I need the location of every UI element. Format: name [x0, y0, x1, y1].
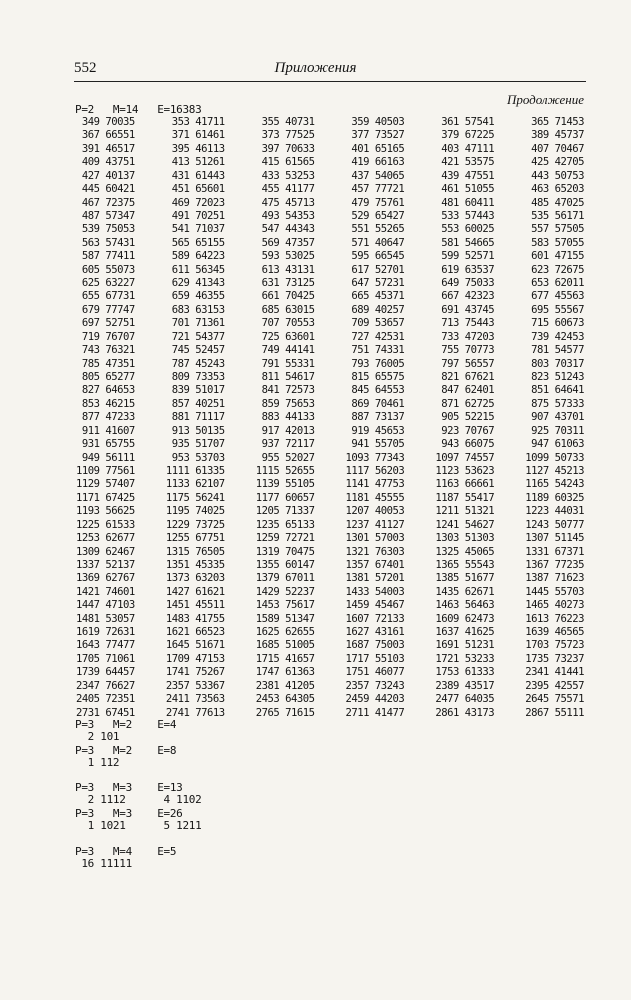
- table-entry: 1709 47153: [165, 652, 225, 665]
- table-entry: 581 54665: [441, 236, 495, 249]
- table-entry: 2453 64305: [255, 693, 315, 706]
- table-entry: 943 66075: [441, 438, 495, 451]
- table-entry: 1099 50733: [525, 451, 584, 464]
- table-entry: 373 77525: [261, 129, 315, 142]
- table-entry: 1195 74025: [165, 505, 225, 518]
- small-block: [75, 808, 201, 832]
- table-entry: 2357 53367: [165, 679, 225, 692]
- table-entry: 805 65277: [81, 371, 135, 384]
- table-entry: 565 65155: [171, 236, 225, 249]
- table-entry: 823 51243: [531, 371, 584, 384]
- table-entry: 1127 45213: [525, 464, 584, 477]
- table-entry: 1307 51145: [525, 532, 584, 545]
- table-entry: 677 45563: [531, 290, 584, 303]
- table-entry: 683 63153: [171, 303, 225, 316]
- table-entry: 455 41177: [261, 183, 315, 196]
- table-entry: 1225 61533: [76, 518, 135, 531]
- table-entry: 547 44343: [261, 223, 315, 236]
- table-entry: 1703 75723: [525, 639, 584, 652]
- table-entry: 1481 53057: [76, 612, 135, 625]
- table-entry: 419 66163: [351, 156, 405, 169]
- table-entry: 947 61063: [531, 438, 584, 451]
- main-params: P=2 M=14 E=16383: [75, 103, 202, 116]
- table-entry: 1337 52137: [76, 558, 135, 571]
- table-entry: 1321 76303: [345, 545, 405, 558]
- table-entry: 1433 54003: [345, 585, 405, 598]
- table-entry: 583 57055: [531, 236, 584, 249]
- table-entry: 619 63537: [441, 263, 495, 276]
- table-entry: 847 62401: [441, 384, 495, 397]
- table-entry: 2459 44203: [345, 693, 405, 706]
- table-entry: 413 51261: [171, 156, 225, 169]
- table-entry: 925 70311: [531, 424, 584, 437]
- table-entry: 755 70773: [441, 344, 495, 357]
- table-entry: 815 65575: [351, 371, 405, 384]
- table-entry: 539 75053: [81, 223, 135, 236]
- table-entry: 493 54353: [261, 209, 315, 222]
- table-entry: 1351 45335: [165, 558, 225, 571]
- table-entry: 725 63601: [261, 330, 315, 343]
- table-entry: 749 44141: [261, 344, 315, 357]
- table-entry: 571 40647: [351, 236, 405, 249]
- table-entry: 1357 67401: [345, 558, 405, 571]
- table-entry: 403 47111: [441, 142, 495, 155]
- table-entry: 1093 77343: [345, 451, 405, 464]
- table-entry: 469 72023: [171, 196, 225, 209]
- table-entry: 569 47357: [261, 236, 315, 249]
- table-entry: 1255 67751: [165, 532, 225, 545]
- table-entry: 481 60411: [441, 196, 495, 209]
- page-number: 552: [74, 60, 97, 76]
- table-entry: 1639 46565: [525, 626, 584, 639]
- table-entry: 1177 60657: [255, 491, 315, 504]
- table-entry: 349 70035: [81, 116, 135, 128]
- table-entry: 667 42323: [441, 290, 495, 303]
- table-entry: 2765 71615: [255, 706, 315, 719]
- table-entry: 1435 62671: [435, 585, 495, 598]
- table-entry: 1739 64457: [76, 666, 135, 679]
- table-entry: 2477 64035: [435, 693, 495, 706]
- table-entry: 1619 72631: [76, 626, 135, 639]
- table-entry: 871 62725: [441, 397, 495, 410]
- table-entry: 791 55331: [261, 357, 315, 370]
- table-entry: 359 40503: [351, 116, 405, 128]
- table-entry: 553 60025: [441, 223, 495, 236]
- table-entry: 1319 70475: [255, 545, 315, 558]
- table-entry: 1645 51671: [165, 639, 225, 652]
- small-block: [75, 719, 176, 743]
- table-entry: 611 56345: [171, 263, 225, 276]
- table-entry: 907 43701: [531, 411, 584, 424]
- table-entry: 1211 51321: [435, 505, 495, 518]
- table-entry: 689 40257: [351, 303, 405, 316]
- table-entry: 1325 45065: [435, 545, 495, 558]
- table-entry: 1427 61621: [165, 585, 225, 598]
- table-entry: 629 41343: [171, 277, 225, 290]
- table-entry: 1223 44031: [525, 505, 584, 518]
- table-entry: 1163 66661: [435, 478, 495, 491]
- table-entry: 1685 51005: [255, 639, 315, 652]
- table-entry: 433 53253: [261, 169, 315, 182]
- table-entry: 811 54617: [261, 371, 315, 384]
- table-entry: 431 61443: [171, 169, 225, 182]
- table-entry: 913 50135: [171, 424, 225, 437]
- table-column: [166, 116, 225, 720]
- table-entry: 601 47155: [531, 250, 584, 263]
- table-entry: 1123 53623: [435, 464, 495, 477]
- table-entry: 937 72117: [261, 438, 315, 451]
- table-entry: 2357 73243: [345, 679, 405, 692]
- table-entry: 809 73353: [171, 371, 225, 384]
- table-entry: 701 71361: [171, 317, 225, 330]
- table-entry: 841 72573: [261, 384, 315, 397]
- table-entry: 2341 41441: [525, 666, 584, 679]
- table-column: [435, 116, 494, 720]
- table-entry: 659 46355: [171, 290, 225, 303]
- table-entry: 437 54065: [351, 169, 405, 182]
- table-entry: 457 77721: [351, 183, 405, 196]
- table-entry: 1747 61363: [255, 666, 315, 679]
- table-entry: 1237 41127: [345, 518, 405, 531]
- table-entry: 1301 57003: [345, 532, 405, 545]
- table-entry: 919 45653: [351, 424, 405, 437]
- table-entry: 859 75653: [261, 397, 315, 410]
- table-entry: 2411 73563: [165, 693, 225, 706]
- table-entry: 1139 55105: [255, 478, 315, 491]
- table-entry: 1205 71337: [255, 505, 315, 518]
- table-entry: 1133 62107: [165, 478, 225, 491]
- table-entry: 781 54577: [531, 344, 584, 357]
- table-entry: 1687 75003: [345, 639, 405, 652]
- table-entry: 661 70425: [261, 290, 315, 303]
- table-entry: 1365 55543: [435, 558, 495, 571]
- table-entry: 911 41607: [81, 424, 135, 437]
- table-entry: 1165 54243: [525, 478, 584, 491]
- table-entry: 401 65165: [351, 142, 405, 155]
- table-entry: 1705 71061: [76, 652, 135, 665]
- table-entry: 955 52027: [261, 451, 315, 464]
- table-entry: 1387 71623: [525, 572, 584, 585]
- table-entry: 623 72675: [531, 263, 584, 276]
- table-entry: 793 76005: [351, 357, 405, 370]
- table-entry: 451 65601: [171, 183, 225, 196]
- table-entry: 1253 62677: [76, 532, 135, 545]
- table-entry: 365 71453: [531, 116, 584, 128]
- table-entry: 1331 67371: [525, 545, 584, 558]
- table-entry: 2405 72351: [76, 693, 135, 706]
- table-entry: 709 53657: [351, 317, 405, 330]
- table-column: [346, 116, 405, 720]
- table-entry: 631 73125: [261, 277, 315, 290]
- table-entry: 1235 65133: [255, 518, 315, 531]
- block-row: 2 101: [75, 730, 120, 743]
- table-entry: 1447 47103: [76, 599, 135, 612]
- table-entry: 1463 56463: [435, 599, 495, 612]
- small-block: [75, 745, 176, 769]
- table-entry: 625 63227: [81, 277, 135, 290]
- table-entry: 593 53025: [261, 250, 315, 263]
- table-entry: 721 54377: [171, 330, 225, 343]
- table-entry: 887 73137: [351, 411, 405, 424]
- table-entry: 1229 73725: [165, 518, 225, 531]
- table-entry: 1741 75267: [165, 666, 225, 679]
- table-entry: 1643 77477: [76, 639, 135, 652]
- table-entry: 1589 51347: [255, 612, 315, 625]
- table-entry: 1421 74601: [76, 585, 135, 598]
- table-entry: 695 55567: [531, 303, 584, 316]
- table-entry: 935 51707: [171, 438, 225, 451]
- table-entry: 1465 40273: [525, 599, 584, 612]
- table-entry: 839 51017: [171, 384, 225, 397]
- table-entry: 389 45737: [531, 129, 584, 142]
- table-entry: 563 57431: [81, 236, 135, 249]
- table-entry: 2741 77613: [165, 706, 225, 719]
- table-entry: 1369 62767: [76, 572, 135, 585]
- table-entry: 2381 41205: [255, 679, 315, 692]
- table-entry: 883 44133: [261, 411, 315, 424]
- table-entry: 599 52571: [441, 250, 495, 263]
- table-entry: 367 66551: [81, 129, 135, 142]
- table-entry: 727 42531: [351, 330, 405, 343]
- table-entry: 953 53703: [171, 451, 225, 464]
- table-entry: 949 56111: [81, 451, 135, 464]
- table-entry: 931 65755: [81, 438, 135, 451]
- table-entry: 1129 57407: [76, 478, 135, 491]
- table-entry: 1315 76505: [165, 545, 225, 558]
- table-entry: 475 45713: [261, 196, 315, 209]
- table-entry: 1117 56203: [345, 464, 405, 477]
- table-entry: 715 60673: [531, 317, 584, 330]
- table-entry: 787 45243: [171, 357, 225, 370]
- table-entry: 1751 46077: [345, 666, 405, 679]
- table-entry: 535 56171: [531, 209, 584, 222]
- table-entry: 1111 61335: [165, 464, 225, 477]
- table-entry: 541 71037: [171, 223, 225, 236]
- table-entry: 1303 51303: [435, 532, 495, 545]
- table-entry: 745 52457: [171, 344, 225, 357]
- table-entry: 1753 61333: [435, 666, 495, 679]
- table-entry: 1115 52655: [255, 464, 315, 477]
- table-entry: 743 76321: [81, 344, 135, 357]
- table-entry: 1243 50777: [525, 518, 584, 531]
- table-entry: 1691 51231: [435, 639, 495, 652]
- table-entry: 679 77747: [81, 303, 135, 316]
- table-entry: 487 57347: [81, 209, 135, 222]
- table-entry: 1373 63203: [165, 572, 225, 585]
- table-entry: 1187 55417: [435, 491, 495, 504]
- table-entry: 409 43751: [81, 156, 135, 169]
- table-entry: 875 57333: [531, 397, 584, 410]
- table-column: [256, 116, 315, 720]
- block-row: 1 112: [75, 756, 120, 769]
- table-entry: 719 76707: [81, 330, 135, 343]
- table-entry: 1193 56625: [76, 505, 135, 518]
- table-entry: 827 64653: [81, 384, 135, 397]
- table-entry: 2347 76627: [76, 679, 135, 692]
- table-entry: 427 40137: [81, 169, 135, 182]
- table-entry: 361 57541: [441, 116, 495, 128]
- table-entry: 461 51055: [441, 183, 495, 196]
- table-column: [76, 116, 135, 720]
- table-entry: 491 70251: [171, 209, 225, 222]
- table-entry: 1141 47753: [345, 478, 405, 491]
- table-entry: 377 73527: [351, 129, 405, 142]
- table-entry: 589 64223: [171, 250, 225, 263]
- table-entry: 1207 40053: [345, 505, 405, 518]
- table-entry: 533 57443: [441, 209, 495, 222]
- table-entry: 529 65427: [351, 209, 405, 222]
- table-entry: 355 40731: [261, 116, 315, 128]
- block-params: P=3 M=2 E=8: [75, 744, 177, 757]
- table-entry: 379 67225: [441, 129, 495, 142]
- table-entry: 869 70461: [351, 397, 405, 410]
- table-entry: 1613 76223: [525, 612, 584, 625]
- block-row: 1 1021 5 1211: [75, 819, 202, 832]
- table-entry: 587 77411: [81, 250, 135, 263]
- table-entry: 1453 75617: [255, 599, 315, 612]
- table-entry: 1627 43161: [345, 626, 405, 639]
- table-entry: 733 47203: [441, 330, 495, 343]
- block-params: P=3 M=3 E=26: [75, 807, 183, 820]
- table-entry: 1241 54627: [435, 518, 495, 531]
- table-entry: 439 47551: [441, 169, 495, 182]
- table-entry: 2731 67451: [76, 706, 135, 719]
- table-entry: 857 40251: [171, 397, 225, 410]
- table-entry: 691 43745: [441, 303, 495, 316]
- block-params: P=3 M=2 E=4: [75, 718, 177, 731]
- table-entry: 647 57231: [351, 277, 405, 290]
- table-entry: 739 42453: [531, 330, 584, 343]
- table-entry: 1259 72721: [255, 532, 315, 545]
- table-entry: 803 70317: [531, 357, 584, 370]
- table-entry: 655 67731: [81, 290, 135, 303]
- table-entry: 1637 41625: [435, 626, 495, 639]
- page-title: Приложения: [274, 60, 357, 76]
- table-entry: 425 42705: [531, 156, 584, 169]
- table-entry: 1355 60147: [255, 558, 315, 571]
- table-entry: 2867 55111: [525, 706, 584, 719]
- table-entry: 421 53575: [441, 156, 495, 169]
- table-entry: 881 71117: [171, 411, 225, 424]
- table-entry: 463 65203: [531, 183, 584, 196]
- table-entry: 1109 77561: [76, 464, 135, 477]
- table-entry: 1381 57201: [345, 572, 405, 585]
- table-entry: 2645 75571: [525, 693, 584, 706]
- table-entry: 821 67621: [441, 371, 495, 384]
- table-entry: 665 45371: [351, 290, 405, 303]
- table-entry: 551 55265: [351, 223, 405, 236]
- table-entry: 353 41711: [171, 116, 225, 128]
- block-row: 16 11111: [75, 857, 132, 870]
- table-entry: 905 52215: [441, 411, 495, 424]
- table-entry: 1367 77235: [525, 558, 584, 571]
- table-entry: 2389 43517: [435, 679, 495, 692]
- table-entry: 653 62011: [531, 277, 584, 290]
- table-entry: 1607 72133: [345, 612, 405, 625]
- table-entry: 785 47351: [81, 357, 135, 370]
- table-entry: 707 70553: [261, 317, 315, 330]
- table-entry: 877 47233: [81, 411, 135, 424]
- table-entry: 1385 51677: [435, 572, 495, 585]
- table-entry: 917 42013: [261, 424, 315, 437]
- table-entry: 1429 52237: [255, 585, 315, 598]
- table-entry: 851 64641: [531, 384, 584, 397]
- table-entry: 1715 41657: [255, 652, 315, 665]
- table-entry: 853 46215: [81, 397, 135, 410]
- table-entry: 445 60421: [81, 183, 135, 196]
- table-entry: 443 50753: [531, 169, 584, 182]
- small-block: [75, 782, 201, 806]
- table-entry: 605 55073: [81, 263, 135, 276]
- polynomial-table: [76, 116, 584, 720]
- table-entry: 1171 67425: [76, 491, 135, 504]
- table-entry: 415 61565: [261, 156, 315, 169]
- header-rule: [74, 81, 586, 82]
- table-entry: 697 52751: [81, 317, 135, 330]
- table-entry: 649 75033: [441, 277, 495, 290]
- table-entry: 1717 55103: [345, 652, 405, 665]
- table-entry: 1625 62655: [255, 626, 315, 639]
- block-params: P=3 M=4 E=5: [75, 845, 177, 858]
- small-block: [75, 846, 176, 870]
- table-entry: 485 47025: [531, 196, 584, 209]
- table-entry: 1451 45511: [165, 599, 225, 612]
- table-entry: 1181 45555: [345, 491, 405, 504]
- table-entry: 941 55705: [351, 438, 405, 451]
- table-entry: 751 74331: [351, 344, 405, 357]
- table-entry: 1175 56241: [165, 491, 225, 504]
- table-entry: 845 64553: [351, 384, 405, 397]
- table-entry: 467 72375: [81, 196, 135, 209]
- table-entry: 797 56557: [441, 357, 495, 370]
- table-entry: 395 46113: [171, 142, 225, 155]
- table-entry: 557 57505: [531, 223, 584, 236]
- table-entry: 1309 62467: [76, 545, 135, 558]
- table-entry: 1483 41755: [165, 612, 225, 625]
- table-entry: 713 75443: [441, 317, 495, 330]
- table-entry: 391 46517: [81, 142, 135, 155]
- table-column: [525, 116, 584, 720]
- table-entry: 613 43131: [261, 263, 315, 276]
- table-entry: 2395 42557: [525, 679, 584, 692]
- table-entry: 2861 43173: [435, 706, 495, 719]
- table-entry: 1189 60325: [525, 491, 584, 504]
- continued-label: Продолжение: [506, 92, 584, 107]
- table-entry: 1735 73237: [525, 652, 584, 665]
- table-entry: 2711 41477: [345, 706, 405, 719]
- table-entry: 923 70767: [441, 424, 495, 437]
- table-entry: 1621 66523: [165, 626, 225, 639]
- table-entry: 1609 62473: [435, 612, 495, 625]
- table-entry: 617 52701: [351, 263, 405, 276]
- table-entry: 595 66545: [351, 250, 405, 263]
- table-entry: 479 75761: [351, 196, 405, 209]
- table-entry: 397 70633: [261, 142, 315, 155]
- block-params: P=3 M=3 E=13: [75, 781, 183, 794]
- table-entry: 371 61461: [171, 129, 225, 142]
- table-entry: 1445 55703: [525, 585, 584, 598]
- table-entry: 685 63015: [261, 303, 315, 316]
- table-entry: 407 70467: [531, 142, 584, 155]
- table-entry: 1721 53233: [435, 652, 495, 665]
- block-row: 2 1112 4 1102: [75, 793, 202, 806]
- table-entry: 1459 45467: [345, 599, 405, 612]
- table-entry: 1379 67011: [255, 572, 315, 585]
- table-entry: 1097 74557: [435, 451, 495, 464]
